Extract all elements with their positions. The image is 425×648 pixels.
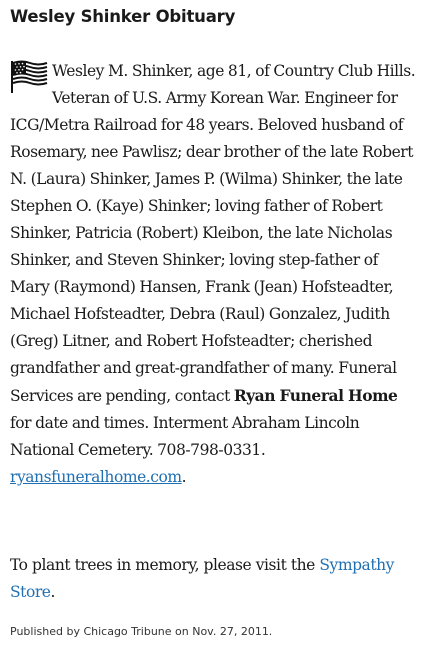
funeral-home-name: Ryan Funeral Home bbox=[233, 386, 398, 405]
sympathy-store-link[interactable]: Sympathy Store bbox=[10, 556, 394, 601]
obituary-text: Wesley M. Shinker, age 81, of Country Club Hills. Veteran of U.S. Army Korean War. Engineer for ICG/Metra Railroad for 48 years. Beloved husband of Rosemary, nee Pawlisz; dear brother of the late Robert N. (Laura) Shinker, James P. (Wilma) Shinker, the late Stephen O. (Kaye) Shinker; loving father of Robert Shinker, Patricia (Robert) Kleibon, the late Nicholas Shinker, and Steven Shinker; loving step-father of Mary (Raymond) Hansen, Frank (Jean) Hofsteadter, Michael Hofsteadter, Debra (Raul) Gonzalez, Judith (Greg) Litner, and Robert Hofsteadter; cherished grandfather and great-grandfather of many. Funeral Services are pending, contact bbox=[10, 62, 416, 405]
obituary-body bbox=[10, 58, 420, 491]
publication-credit: Published by Chicago Tribune on Nov. 27, 2011. bbox=[10, 625, 273, 638]
ending-period: . bbox=[181, 468, 187, 486]
funeral-home-website-link[interactable]: ryansfuneralhome.com bbox=[10, 468, 182, 486]
obituary-text-continued: for date and times. Interment Abraham Lincoln National Cemetery. 708-798-0331. bbox=[10, 414, 360, 459]
memorial-trees-text: To plant trees in memory, please visit the bbox=[10, 556, 320, 574]
memorial-trees-note bbox=[10, 552, 420, 606]
memorial-trees-ending: . bbox=[50, 583, 55, 601]
american-flag-icon bbox=[10, 60, 48, 94]
page-title: Wesley Shinker Obituary bbox=[10, 7, 236, 26]
